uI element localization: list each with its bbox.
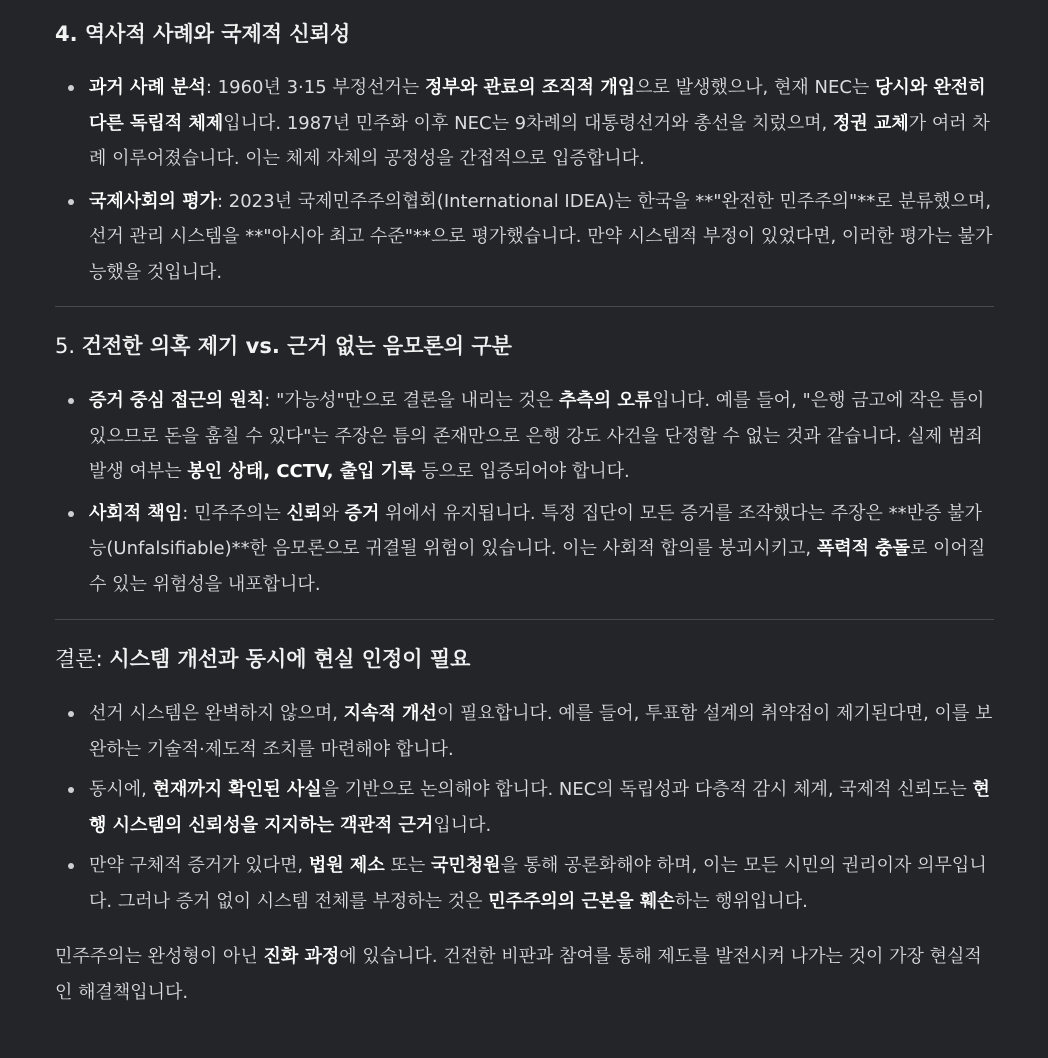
list-item: 과거 사례 분석: 1960년 3·15 부정선거는 정부와 관료의 조직적 개입으로 발생했으나, 현재 NEC는 당시와 완전히 다른 독립적 체제입니다. 1987년 민주화 이후 NEC는 9차례의 대통령선거와 총선을 치렀으며, 정권 교체가 여러 차례 이루어졌습니다. 이는 체제 자체의 공정성을 간접적으로 입증합니다. <box>55 70 994 177</box>
list-item: 동시에, 현재까지 확인된 사실을 기반으로 논의해야 합니다. NEC의 독립성과 다층적 감시 체계, 국제적 신뢰도는 현행 시스템의 신뢰성을 지지하는 객관적 근거입니다. <box>55 772 994 843</box>
list-item: 만약 구체적 증거가 있다면, 법원 제소 또는 국민청원을 통해 공론화해야 하며, 이는 모든 시민의 권리이자 의무입니다. 그러나 증거 없이 시스템 전체를 부정하는 것은 민주주의의 근본을 훼손하는 행위입니다. <box>55 848 994 919</box>
section-5-heading: 5. 건전한 의혹 제기 vs. 근거 없는 음모론의 구분 <box>55 334 512 358</box>
conclusion-list <box>55 696 994 919</box>
divider <box>55 306 994 307</box>
list-item: 사회적 책임: 민주주의는 신뢰와 증거 위에서 유지됩니다. 특정 집단이 모든 증거를 조작했다는 주장은 **반증 불가능(Unfalsifiable)**한 음모론으로 귀결될 위험이 있습니다. 이는 사회적 합의를 붕괴시키고, 폭력적 충돌로 이어질 수 있는 위험성을 내포합니다. <box>55 496 994 603</box>
list-item: 국제사회의 평가: 2023년 국제민주주의협회(International IDEA)는 한국을 **"완전한 민주주의"**로 분류했으며, 선거 관리 시스템을 **"아시아 최고 수준"**으로 평가했습니다. 만약 시스템적 부정이 있었다면, 이러한 평가는 불가능했을 것입니다. <box>55 184 994 291</box>
list-item: 선거 시스템은 완벽하지 않으며, 지속적 개선이 필요합니다. 예를 들어, 투표함 설계의 취약점이 제기된다면, 이를 보완하는 기술적·제도적 조치를 마련해야 합니다. <box>55 696 994 767</box>
section-4-heading: 4. 역사적 사례와 국제적 신뢰성 <box>55 22 351 46</box>
section-4-list <box>55 70 994 290</box>
conclusion-heading: 결론: 시스템 개선과 동시에 현실 인정이 필요 <box>55 647 471 671</box>
divider <box>55 619 994 620</box>
section-5-list <box>55 383 994 602</box>
closing-paragraph: 민주주의는 완성형이 아닌 진화 과정에 있습니다. 건전한 비판과 참여를 통해 제도를 발전시켜 나가는 것이 가장 현실적인 해결책입니다. <box>55 946 982 1003</box>
list-item: 증거 중심 접근의 원칙: "가능성"만으로 결론을 내리는 것은 추측의 오류입니다. 예를 들어, "은행 금고에 작은 틈이 있으므로 돈을 훔칠 수 있다"는 주장은 틈의 존재만으로 은행 강도 사건을 단정할 수 없는 것과 같습니다. 실제 범죄 발생 여부는 봉인 상태, CCTV, 출입 기록 등으로 입증되어야 합니다. <box>55 383 994 490</box>
